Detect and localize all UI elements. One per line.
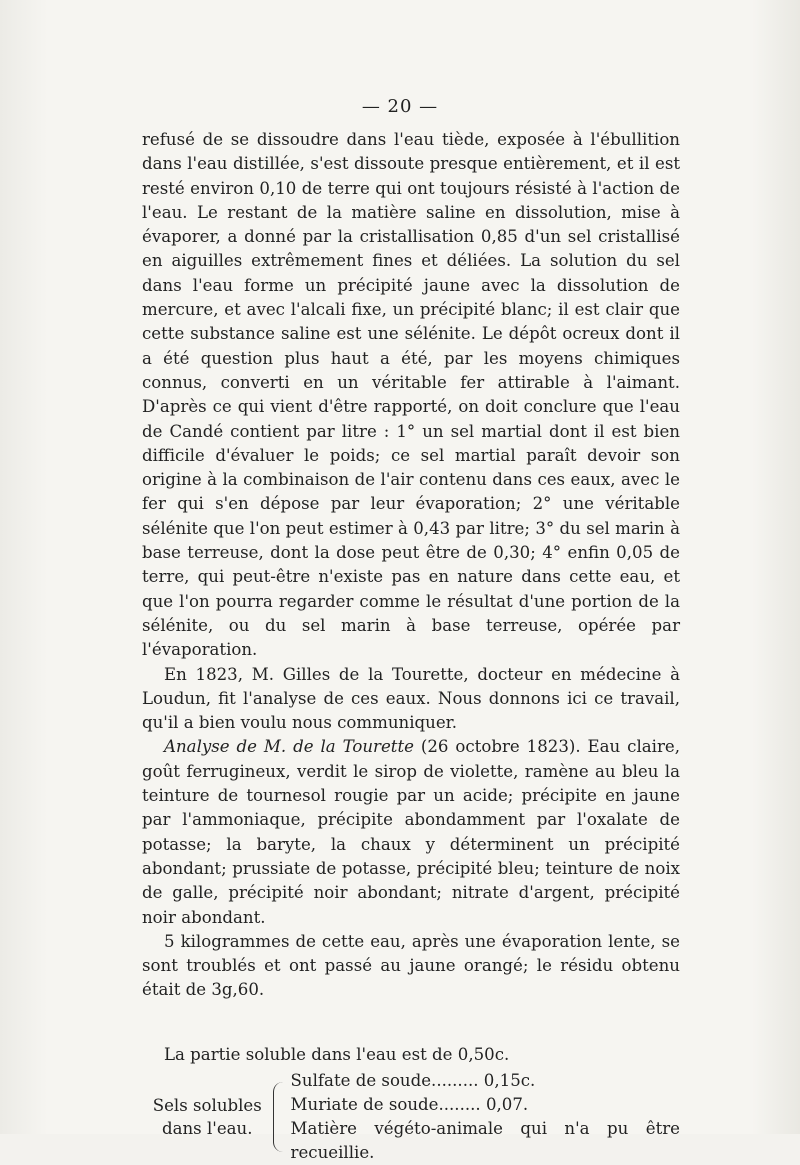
page-number: — 20 —: [361, 96, 439, 117]
list-item: Matière végéto-animale qui n'a pu être recueillie.: [290, 1118, 680, 1162]
salts-label-line-2: dans l'eau.: [161, 1118, 253, 1138]
salts-list: [291, 1069, 680, 1165]
paragraph-1: refusé de se dissoudre dans l'eau tiède, exposée à l'ébullition dans l'eau distillée, s'est dissoute presque entièrement, et il est resté environ 0,10 de terre qui ont toujours résisté à l'action de l'eau. Le restant de la matière saline en dissolution, mise à évaporer, a donné par la cristallisation 0,85 d'un sel cristallisé en aiguilles extrêmement fines et déliées. La solution du sel dans l'eau forme un précipité jaune avec la dissolution de mercure, et avec l'alcali fixe, un précipité blanc; il est clair que cette substance saline est une sélénite. Le dépôt ocreux dont il a été question plus haut a été, par les moyens chimiques connus, converti en un véritable fer attirable à l'aimant. D'après ce qui vient d'être rapporté, on doit conclure que l'eau de Candé contient par litre : 1° un sel martial dont il est bien difficile d'évaluer le poids; ce sel martial paraît devoir son origine à la combinaison de l'air contenu dans ces eaux, avec le fer qui s'en dépose par leur évaporation; 2° une véritable sélénite que l'on peut estimer à 0,43 par litre; 3° du sel marin à base terreuse, dont la dose peut être de 0,30; 4° enfin 0,05 de terre, qui peut-être n'existe pas en nature dans cette eau, et que l'on pourra regarder comme le résultat d'une portion de la sélénite, ou du sel marin à base terreuse, opérée par l'évaporation.: [142, 130, 680, 660]
salts-table: [142, 1069, 680, 1165]
paragraph-5: La partie soluble dans l'eau est de 0,50c.: [164, 1044, 510, 1064]
paragraph-4: 5 kilogrammes de cette eau, après une évaporation lente, se sont troublés et ont passé au jaune orangé; le résidu obtenu était de 3g,60.: [142, 931, 680, 1000]
body-text: [142, 128, 680, 1165]
list-item: Sulfate de soude......... 0,15c.: [290, 1070, 536, 1090]
analysis-text: (26 octobre 1823). Eau claire, goût ferrugineux, verdit le sirop de violette, ramène au bleu la teinture de tournesol rougie par un acide; précipite en jaune par l'ammoniaque, précipite abondamment par l'oxalate de potasse; la baryte, la chaux y déterminent un précipité abondant; prussiate de potasse, précipité bleu; teinture de noix de galle, précipité noir abondant; nitrate d'argent, précipité noir abondant.: [142, 737, 681, 927]
paragraph-3: [142, 735, 680, 929]
brace-icon: [273, 1082, 287, 1152]
paragraph-2: En 1823, M. Gilles de la Tourette, docteur en médecine à Loudun, fit l'analyse de ces eaux. Nous donnons ici ce travail, qu'il a bien voulu nous communiquer.: [142, 664, 680, 733]
salts-label-line-1: Sels solubles: [152, 1095, 262, 1115]
analysis-title: Analyse de M. de la Tourette: [164, 737, 414, 757]
list-item: Muriate de soude........ 0,07.: [290, 1094, 529, 1114]
salts-label: [142, 1094, 273, 1140]
